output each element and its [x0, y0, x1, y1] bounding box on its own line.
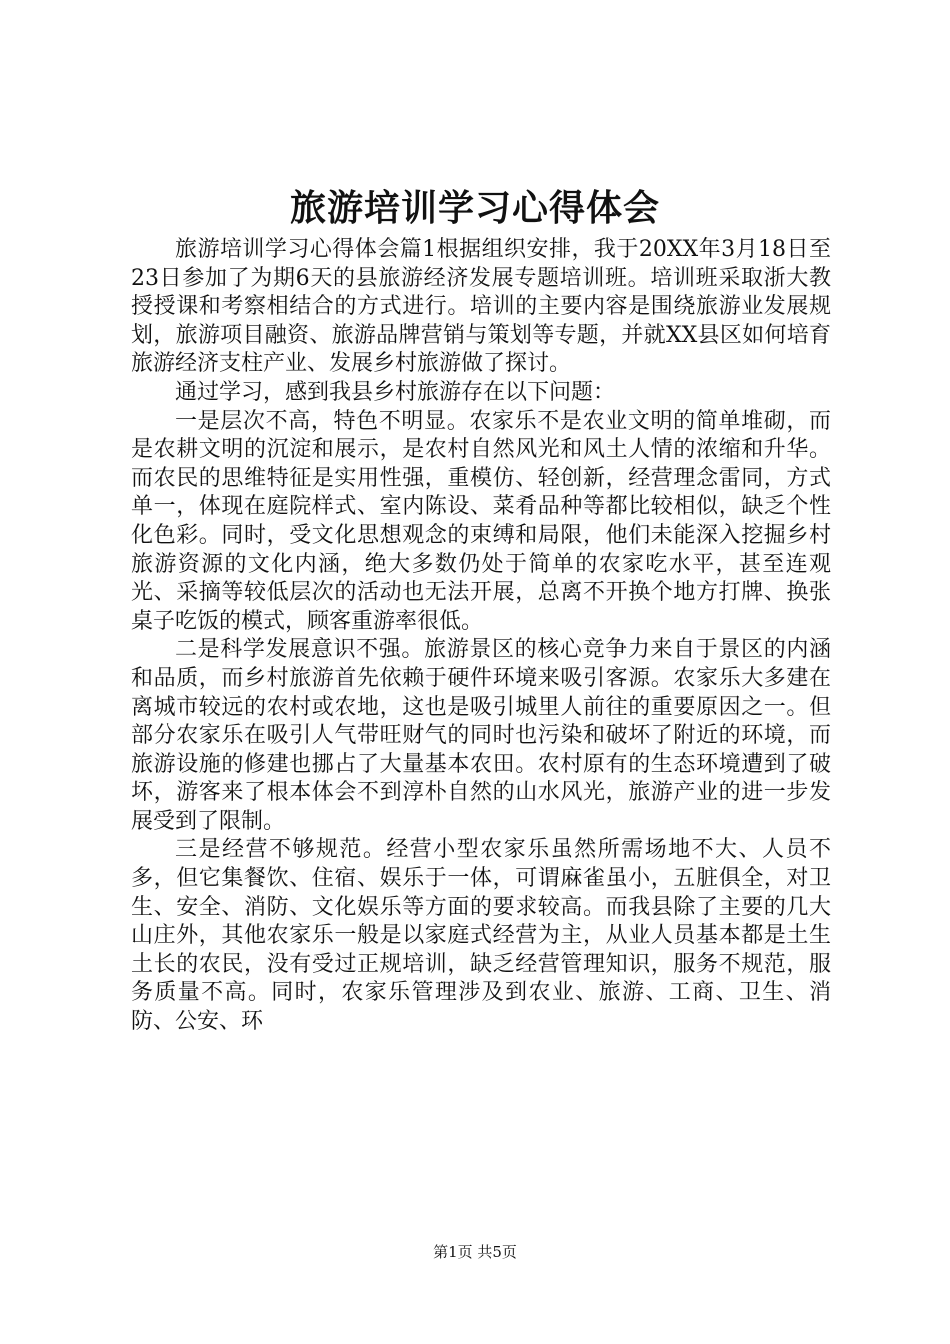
- page-number-footer: 第1页 共5页: [433, 1243, 517, 1261]
- paragraph-problem-two: 二是科学发展意识不强。旅游景区的核心竞争力来自于景区的内涵和品质，而乡村旅游首先依赖于硬件环境来吸引客源。农家乐大多建在离城市较远的农村或农地，这也是吸引城里人前往的重要原因之一。但部分农家乐在吸引人气带旺财气的同时也污染和破坏了附近的环境，而旅游设施的修建也挪占了大量基本农田。农村原有的生态环境遭到了破坏，游客来了根本体会不到淳朴自然的山水风光，旅游产业的进一步发展受到了限制。: [131, 637, 831, 834]
- paragraph-intro: 旅游培训学习心得体会篇1根据组织安排，我于20XX年3月18日至23日参加了为期6天的县旅游经济发展专题培训班。培训班采取浙大教授授课和考察相结合的方式进行。培训的主要内容是围绕旅游业发展规划，旅游项目融资、旅游品牌营销与策划等专题，并就XX县区如何培育旅游经济支柱产业、发展乡村旅游做了探讨。: [131, 237, 831, 377]
- document-body: [131, 236, 831, 1037]
- paragraph-problems-lead: 通过学习，感到我县乡村旅游存在以下问题：: [175, 379, 616, 405]
- paragraph-problem-one: 一是层次不高，特色不明显。农家乐不是农业文明的简单堆砌，而是农耕文明的沉淀和展示，是农村自然风光和风土人情的浓缩和升华。而农民的思维特征是实用性强，重模仿、轻创新，经营理念雷同，方式单一，体现在庭院样式、室内陈设、菜肴品种等都比较相似，缺乏个性化色彩。同时，受文化思想观念的束缚和局限，他们未能深入挖掘乡村旅游资源的文化内涵，绝大多数仍处于简单的农家吃水平，甚至连观光、采摘等较低层次的活动也无法开展，总离不开换个地方打牌、换张桌子吃饭的模式，顾客重游率很低。: [131, 408, 831, 634]
- document-title: 旅游培训学习心得体会: [289, 187, 660, 229]
- paragraph-problem-three: 三是经营不够规范。经营小型农家乐虽然所需场地不大、人员不多，但它集餐饮、住宿、娱乐于一体，可谓麻雀虽小，五脏俱全，对卫生、安全、消防、文化娱乐等方面的要求较高。而我县除了主要的几大山庄外，其他农家乐一般是以家庭式经营为主，从业人员基本都是土生土长的农民，没有受过正规培训，缺乏经营管理知识，服务不规范，服务质量不高。同时，农家乐管理涉及到农业、旅游、工商、卫生、消防、公安、环: [131, 837, 831, 1035]
